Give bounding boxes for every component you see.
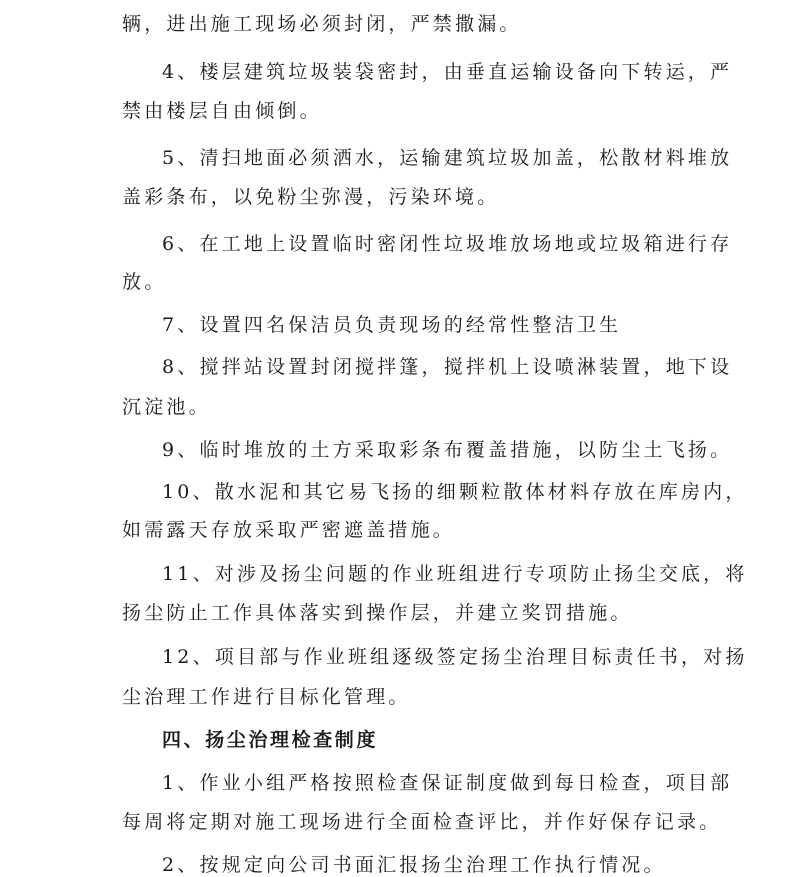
item-5-line-2: 盖彩条布，以免粉尘弥漫，污染环境。	[122, 186, 500, 208]
item-5-line-1: 5、清扫地面必须洒水，运输建筑垃圾加盖，松散材料堆放	[162, 147, 733, 169]
item-6-line-2: 放。	[122, 271, 167, 293]
item-4-line-2: 禁由楼层自由倾倒。	[122, 100, 322, 122]
item-11-line-2: 扬尘防止工作具体落实到操作层，并建立奖罚措施。	[122, 602, 633, 624]
text-line: 辆，进出施工现场必须封闭，严禁撒漏。	[122, 13, 522, 35]
item-7-line-1: 7、设置四名保洁员负责现场的经常性整洁卫生	[162, 314, 622, 336]
check-item-1-line-2: 每周将定期对施工现场进行全面检查评比，并作好保存记录。	[122, 811, 722, 833]
check-item-2-line-1: 2、按规定向公司书面汇报扬尘治理工作执行情况。	[162, 854, 666, 876]
item-10-line-1: 10、散水泥和其它易飞扬的细颗粒散体材料存放在库房内，	[162, 481, 748, 503]
item-12-line-2: 尘治理工作进行目标化管理。	[122, 686, 411, 708]
item-10-line-2: 如需露天存放采取严密遮盖措施。	[122, 519, 456, 541]
item-8-line-2: 沉淀池。	[122, 396, 211, 418]
item-8-line-1: 8、搅拌站设置封闭搅拌篷，搅拌机上设喷淋装置，地下设	[162, 356, 733, 378]
item-9-line-1: 9、临时堆放的土方采取彩条布覆盖措施，以防尘土飞扬。	[162, 439, 733, 461]
check-item-1-line-1: 1、作业小组严格按照检查保证制度做到每日检查，项目部	[162, 772, 733, 794]
item-11-line-1: 11、对涉及扬尘问题的作业班组进行专项防止扬尘交底，将	[162, 563, 748, 585]
item-4-line-1: 4、楼层建筑垃圾装袋密封，由垂直运输设备向下转运，严	[162, 61, 733, 83]
item-12-line-1: 12、项目部与作业班组逐级签定扬尘治理目标责任书，对扬	[162, 646, 748, 668]
item-6-line-1: 6、在工地上设置临时密闭性垃圾堆放场地或垃圾箱进行存	[162, 233, 733, 255]
section-heading: 四、扬尘治理检查制度	[162, 729, 379, 751]
